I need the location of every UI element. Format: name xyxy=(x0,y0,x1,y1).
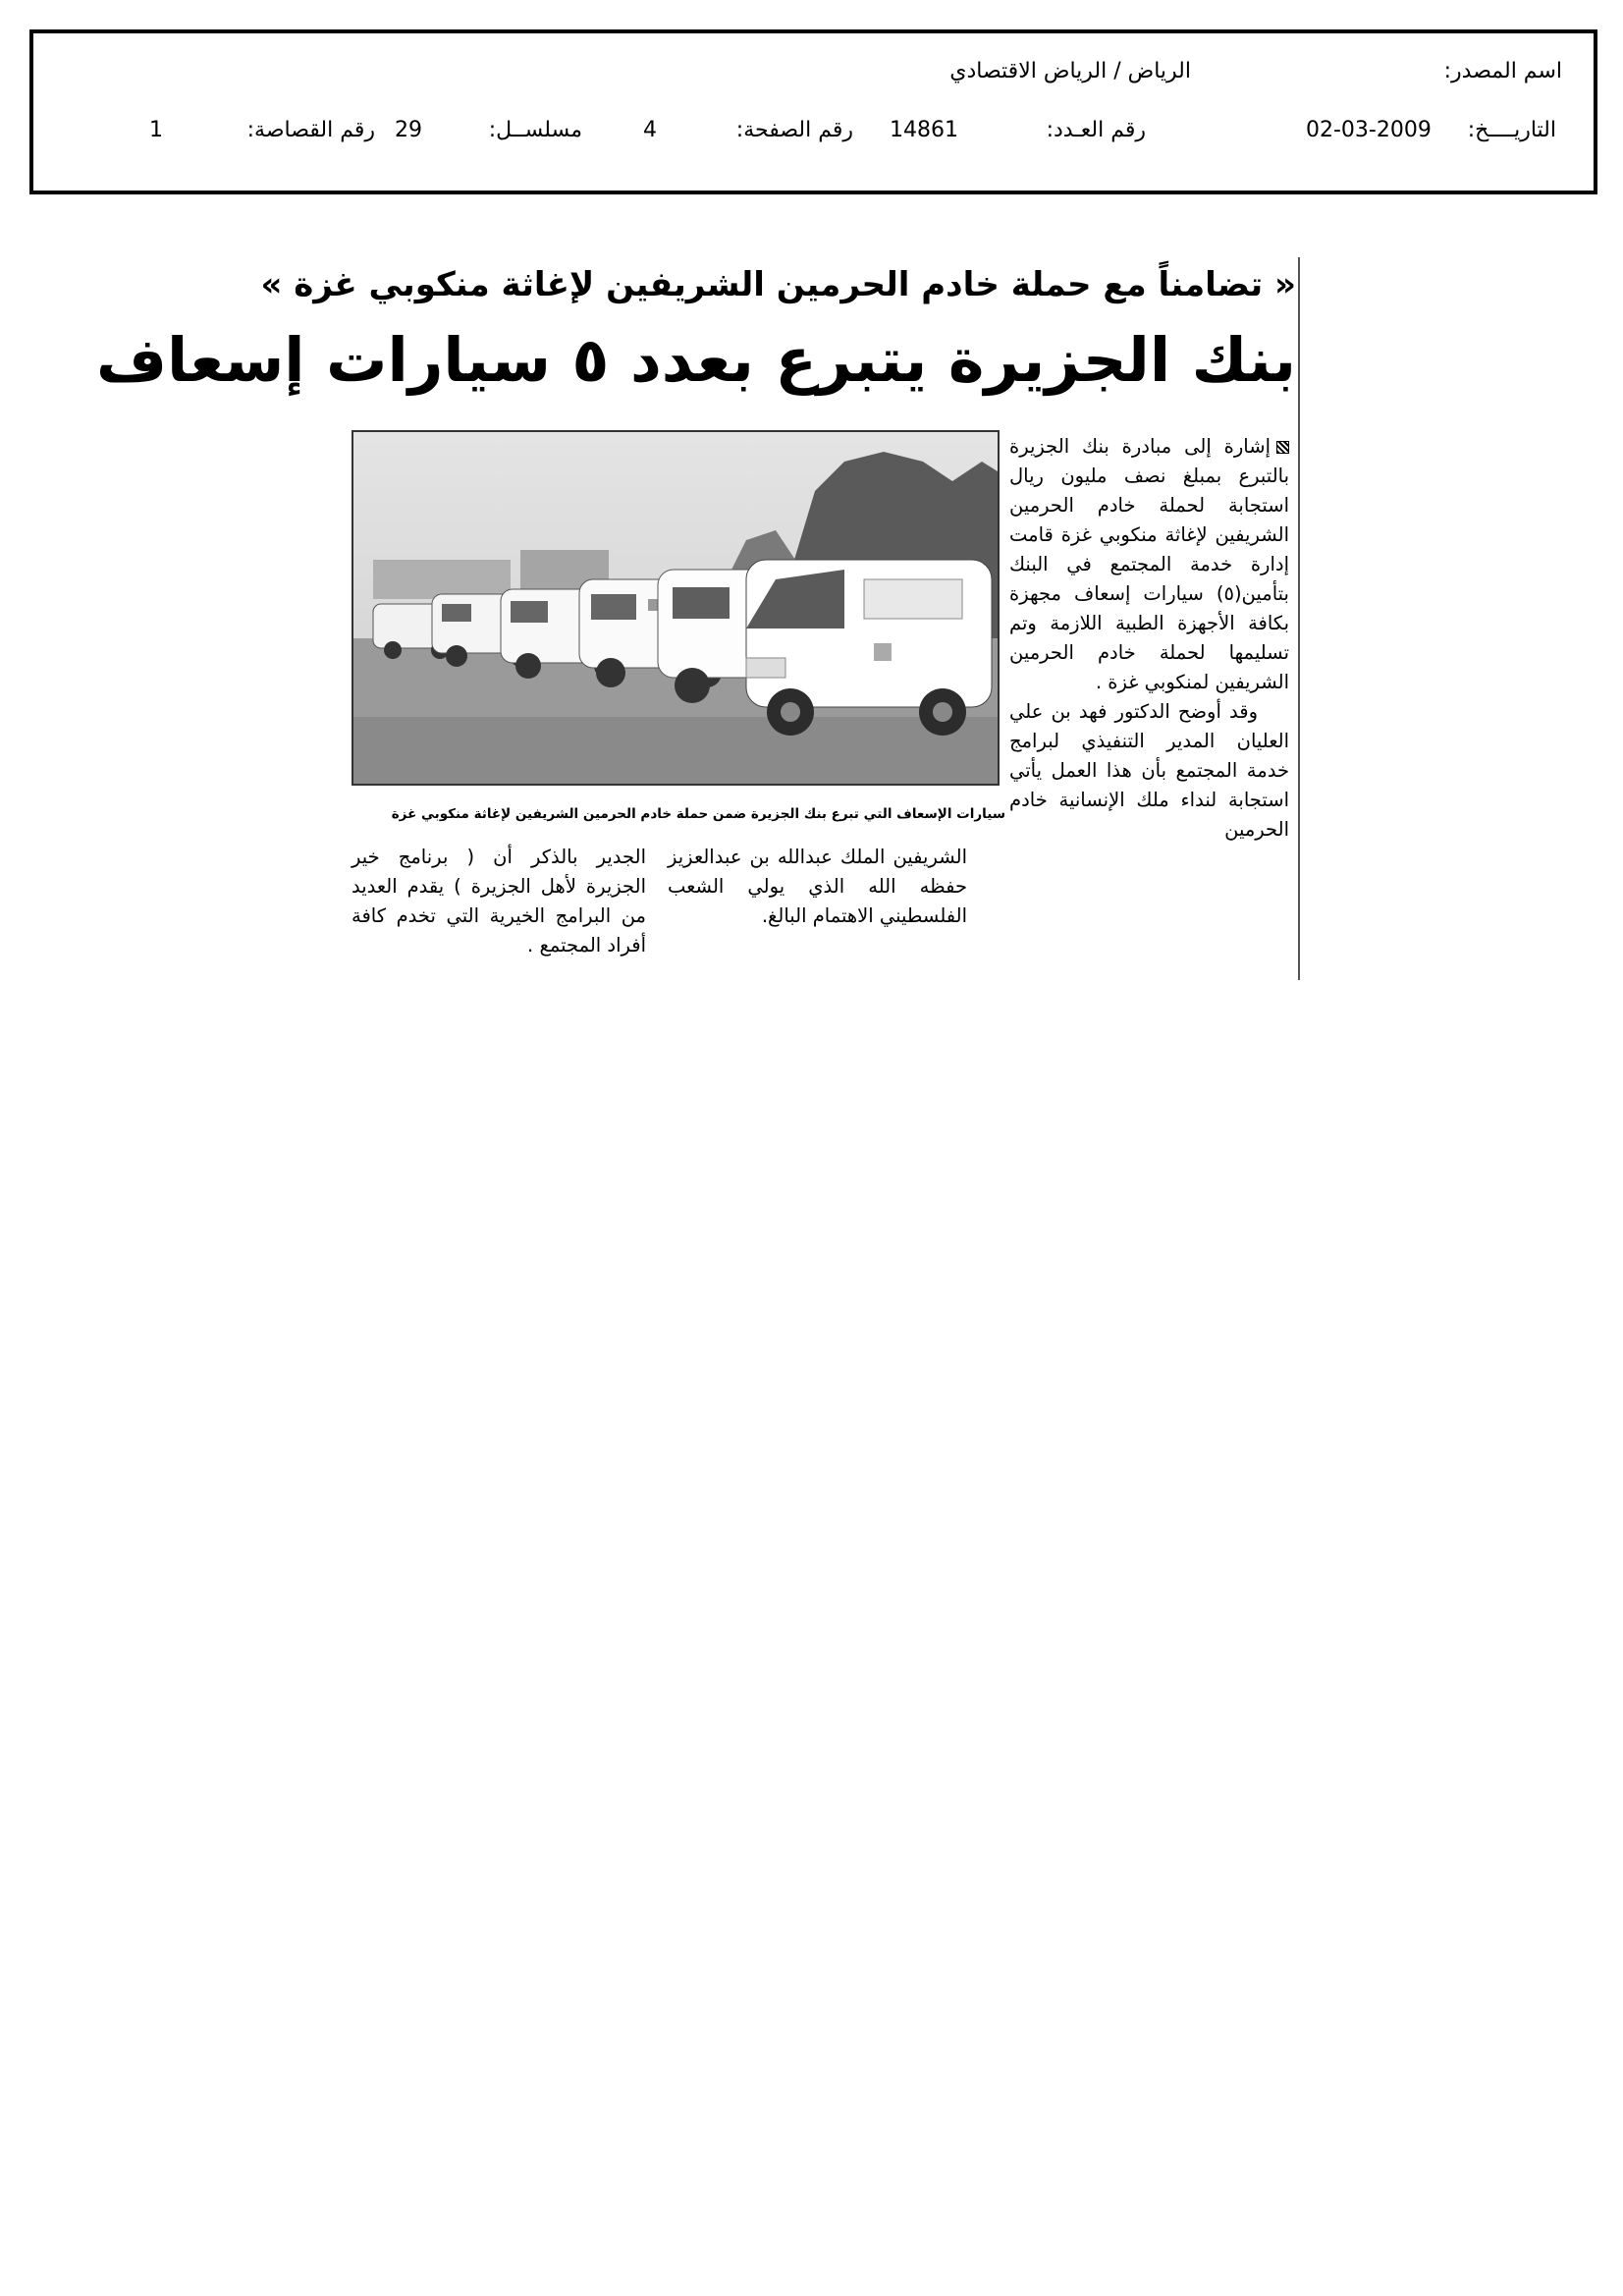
photo-caption: سيارات الإسعاف التي تبرع بنك الجزيرة ضمن حملة خادم الحرمين الشريفين لإغاثة منكوبي غزة xyxy=(391,806,1005,822)
clip-number-value: 1 xyxy=(149,118,163,142)
article-headline: بنك الجزيرة يتبرع بعدد ٥ سيارات إسعاف xyxy=(96,324,1296,396)
ambulances-photo xyxy=(352,430,1000,786)
article-column-middle xyxy=(668,843,967,931)
article-column-right xyxy=(1009,432,1289,845)
clipping-metadata-box xyxy=(29,29,1597,194)
paragraph-statement-text: وقد أوضح الدكتور فهد بن علي العليان المدير التنفيذي لبرامج خدمة المجتمع بأن هذا العمل يأتي استجابة لنداء ملك الإنسانية خادم الحرمين xyxy=(1009,700,1289,841)
article-kicker: « تضامناً مع حملة خادم الحرمين الشريفين لإغاثة منكوبي غزة » xyxy=(260,265,1296,304)
ambulances-illustration xyxy=(353,432,998,784)
paragraph-middle-text: الشريفين الملك عبدالله بن عبدالعزيز حفظه الله الذي يولي الشعب الفلسطيني الاهتمام البالغ. xyxy=(668,846,967,927)
issue-label: رقم العـدد: xyxy=(1046,118,1146,142)
paragraph-statement xyxy=(1009,697,1289,845)
issue-value: 14861 xyxy=(890,118,958,142)
date-label: التاريــــخ: xyxy=(1467,118,1556,142)
page-value: 4 xyxy=(643,118,657,142)
paragraph-intro-text: إشارة إلى مبادرة بنك الجزيرة بالتبرع بمبلغ نصف مليون ريال استجابة لحملة خادم الحرمين الشريفين لإغاثة منكوبي غزة قامت إدارة خدمة المجتمع في البنك بتأمين(٥) سيارات إسعاف مجهزة بكافة الأجهزة الطبية اللازمة وتم تسليمها لحملة خادم الحرمين الشريفين لمنكوبي غزة . xyxy=(1009,435,1289,693)
date-value: 02-03-2009 xyxy=(1306,118,1432,142)
source-value: الرياض / الرياض الاقتصادي xyxy=(949,59,1191,83)
serial-label: مسلســل: xyxy=(488,118,582,142)
paragraph-marker-icon xyxy=(1276,441,1289,454)
page-label: رقم الصفحة: xyxy=(735,118,853,142)
serial-value: 29 xyxy=(395,118,422,142)
clip-number-label: رقم القصاصة: xyxy=(246,118,375,142)
paragraph-left-text: الجدير بالذكر أن ( برنامج خير الجزيرة لأهل الجزيرة ) يقدم العديد من البرامج الخيرية التي تخدم كافة أفراد المجتمع . xyxy=(352,846,646,957)
column-rule xyxy=(1298,257,1300,980)
article-column-left xyxy=(352,843,646,960)
paragraph-intro xyxy=(1009,432,1289,697)
source-label: اسم المصدر: xyxy=(1443,59,1562,83)
